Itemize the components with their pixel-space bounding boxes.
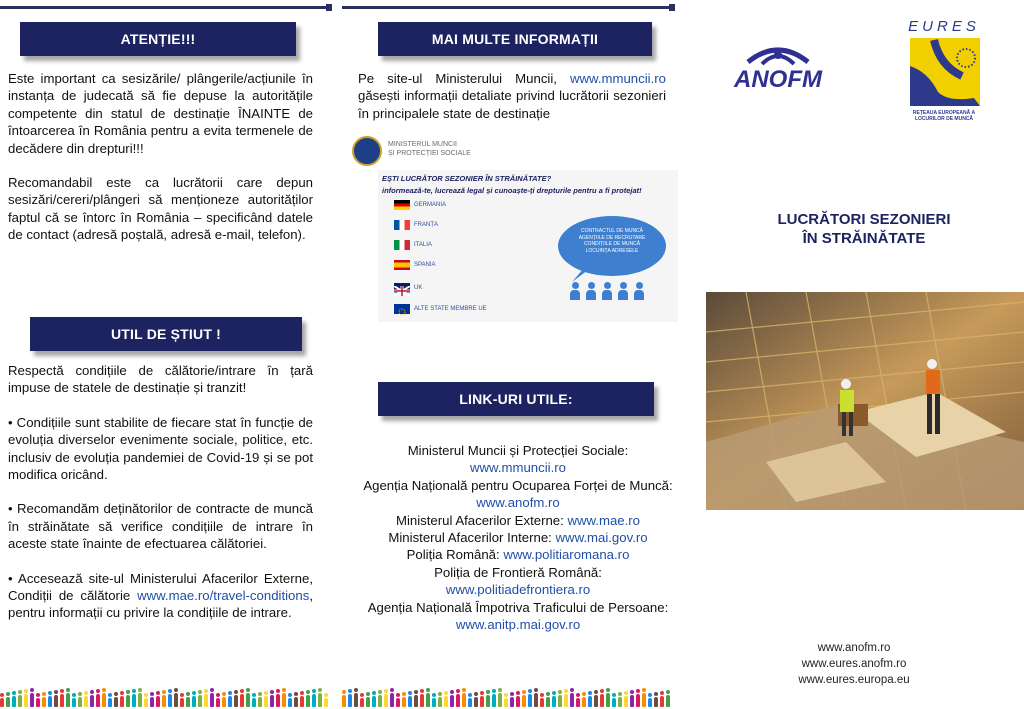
links-heading: LINK-URI UTILE:: [378, 382, 654, 416]
person-figure-icon: [252, 698, 256, 707]
person-figure-icon: [204, 694, 208, 707]
person-figure-icon: [558, 695, 562, 707]
person-figure-icon: [24, 694, 28, 707]
website-list: [774, 640, 934, 688]
person-figure-icon: [630, 695, 634, 707]
website-eures-anofm[interactable]: www.eures.anofm.ro: [801, 658, 907, 670]
person-icon: [586, 282, 596, 300]
person-figure-icon: [486, 695, 490, 707]
util-paragraph-4: • Accesează site-ul Ministerului Afacerilor Externe, Condiții de călătorie www.mae.ro/travel-conditions, pentru informații cu privire la condițiile de intrare.: [8, 570, 313, 621]
person-figure-icon: [462, 693, 466, 707]
country-label: GERMANIA: [414, 202, 447, 208]
link-item: Poliția de Frontieră Română: www.politiadefrontiera.ro: [434, 564, 602, 598]
person-figure-icon: [378, 695, 382, 707]
person-figure-icon: [384, 694, 388, 707]
person-figure-icon: [276, 694, 280, 707]
person-figure-icon: [108, 698, 112, 707]
person-figure-icon: [36, 698, 40, 707]
person-figure-icon: [612, 698, 616, 707]
eures-tagline: REȚEAUA EUROPEANĂ A LOCURILOR DE MUNCĂ: [912, 110, 976, 122]
person-figure-icon: [258, 697, 262, 707]
util-text: [8, 362, 313, 639]
anofm-logo: [718, 38, 838, 98]
person-figure-icon: [0, 698, 4, 707]
person-figure-icon: [534, 693, 538, 707]
person-figure-icon: [432, 698, 436, 707]
person-figure-icon: [288, 698, 292, 707]
country-label: ITALIA: [414, 242, 432, 248]
person-figure-icon: [72, 698, 76, 707]
link-url[interactable]: www.mmuncii.ro: [470, 460, 566, 476]
attention-heading: ATENȚIE!!!: [20, 22, 296, 56]
person-icon: [618, 282, 628, 300]
person-figure-icon: [624, 696, 628, 707]
eures-hand-icon: [904, 36, 984, 108]
person-figure-icon: [162, 695, 166, 707]
person-figure-icon: [198, 695, 202, 707]
person-figure-icon: [576, 698, 580, 707]
link-item: Ministerul Muncii și Protecției Sociale: www.mmuncii.ro: [407, 443, 629, 476]
person-figure-icon: [42, 697, 46, 707]
person-figure-icon: [642, 693, 646, 707]
spain-flag-icon: [394, 260, 410, 270]
ministry-crest-icon: [352, 136, 382, 166]
ministry-name: MINISTERUL MUNCII ȘI PROTECȚIEI SOCIALE: [388, 141, 471, 157]
person-figure-icon: [324, 698, 328, 707]
person-figure-icon: [648, 698, 652, 707]
person-figure-icon: [318, 693, 322, 707]
construction-workers-photo: [706, 292, 1024, 510]
person-figure-icon: [282, 693, 286, 707]
util-heading: UTIL DE ȘTIUT !: [30, 317, 302, 351]
person-figure-icon: [78, 697, 82, 707]
info-heading: MAI MULTE INFORMAȚII: [378, 22, 652, 56]
infographic-slogan: informează-te, lucrează legal și cunoaște-ți drepturile pentru a fi protejat!: [382, 186, 642, 195]
person-figure-icon: [366, 697, 370, 707]
country-label: UK: [414, 285, 423, 291]
person-icon: [602, 282, 612, 300]
person-figure-icon: [138, 693, 142, 707]
person-figure-icon: [654, 697, 658, 707]
info-text: [358, 70, 666, 139]
person-figure-icon: [90, 695, 94, 707]
person-figure-icon: [582, 697, 586, 707]
link-item: Agenția Națională pentru Ocuparea Forței de Muncă: www.anofm.ro: [363, 477, 673, 511]
person-figure-icon: [504, 698, 508, 707]
france-flag-icon: [394, 220, 410, 230]
link-item: Ministerul Afacerilor Interne: www.mai.gov.ro: [388, 530, 648, 546]
person-figure-icon: [168, 694, 172, 707]
person-figure-icon: [492, 694, 496, 707]
country-label: ALTE STATE MEMBRE UE: [414, 306, 487, 312]
person-icon: [634, 282, 644, 300]
person-figure-icon: [12, 696, 16, 707]
link-url[interactable]: www.mae.ro: [567, 512, 641, 528]
person-figure-icon: [480, 696, 484, 707]
infographic-question: EȘTI LUCRĂTOR SEZONIER ÎN STRĂINĂTATE?: [382, 174, 552, 183]
person-figure-icon: [498, 693, 502, 707]
person-figure-icon: [312, 694, 316, 707]
person-figure-icon: [528, 694, 532, 707]
person-figure-icon: [84, 696, 88, 707]
eures-wordmark: EURES: [908, 18, 980, 35]
panel-right: [684, 0, 1024, 709]
link-url[interactable]: www.politiaromana.ro: [503, 547, 630, 563]
italy-flag-icon: [394, 240, 410, 250]
person-figure-icon: [546, 697, 550, 707]
person-figure-icon: [192, 696, 196, 707]
person-figure-icon: [216, 698, 220, 707]
person-figure-icon: [186, 697, 190, 707]
person-figure-icon: [144, 698, 148, 707]
useful-links: [358, 442, 678, 633]
link-url[interactable]: www.mai.gov.ro: [555, 530, 648, 546]
website-anofm[interactable]: www.anofm.ro: [817, 642, 891, 654]
person-figure-icon: [510, 697, 514, 707]
person-figure-icon: [306, 695, 310, 707]
person-figure-icon: [300, 696, 304, 707]
eures-logo: [904, 18, 984, 130]
person-figure-icon: [48, 696, 52, 707]
person-figure-icon: [246, 693, 250, 707]
link-item: Agenția Națională Împotriva Traficului de Persoane: www.anitp.mai.gov.ro: [367, 599, 669, 633]
person-figure-icon: [618, 697, 622, 707]
person-figure-icon: [426, 693, 430, 707]
link-url[interactable]: www.anitp.mai.gov.ro: [455, 617, 581, 633]
person-figure-icon: [540, 698, 544, 707]
person-figure-icon: [390, 693, 394, 707]
link-item: Poliția Română: www.politiaromana.ro: [406, 547, 630, 563]
info-paragraph: Pe site-ul Ministerului Muncii, www.mmuncii.ro găsești informații detaliate privind lucrătorii sezonieri în principalele state de destinație: [358, 71, 666, 121]
germany-flag-icon: [394, 200, 410, 210]
person-figure-icon: [348, 694, 352, 707]
ministry-infographic: [348, 136, 678, 322]
person-figure-icon: [360, 698, 364, 707]
attention-paragraph-2: Recomandabil este ca lucrătorii care depun sesizări/cereri/plângeri să menționeze autorităților faptul că se întorc în România – specificând datele de contact (adresă poștală, adresă e-mail, telefon).: [8, 175, 313, 243]
person-figure-icon: [522, 695, 526, 707]
person-figure-icon: [474, 697, 478, 707]
speech-bubble: CONTRACTUL DE MUNCĂ AGENȚIILE DE RECRUTARE CONDIȚIILE DE MUNCĂ LOCUINȚA ADRESELE: [558, 216, 666, 276]
person-figure-icon: [96, 694, 100, 707]
panel-middle: [342, 0, 677, 709]
person-figure-icon: [516, 696, 520, 707]
person-figure-icon: [156, 696, 160, 707]
person-figure-icon: [444, 696, 448, 707]
person-figure-icon: [240, 694, 244, 707]
person-figure-icon: [228, 696, 232, 707]
person-figure-icon: [150, 697, 154, 707]
person-figure-icon: [606, 693, 610, 707]
person-figure-icon: [6, 697, 10, 707]
person-icon: [570, 282, 580, 300]
person-figure-icon: [180, 698, 184, 707]
person-figure-icon: [54, 695, 58, 707]
people-strip: [342, 687, 676, 707]
person-figure-icon: [570, 693, 574, 707]
person-figure-icon: [438, 697, 442, 707]
attention-text: [8, 70, 313, 261]
person-figure-icon: [660, 696, 664, 707]
person-figure-icon: [456, 694, 460, 707]
attention-paragraph-1: Este important ca sesizările/ plângerile/acțiunile în instanța de judecată să fie depuse la autoritățile competente din statul de destinație ÎNAINTE de întoarcerea în România pentru a evita termenele de decădere din drepturi!!!: [8, 71, 313, 156]
person-figure-icon: [468, 698, 472, 707]
person-figure-icon: [174, 693, 178, 707]
person-figure-icon: [18, 695, 22, 707]
person-figure-icon: [408, 696, 412, 707]
person-figure-icon: [372, 696, 376, 707]
panel-left: [0, 0, 335, 709]
person-figure-icon: [222, 697, 226, 707]
person-figure-icon: [30, 693, 34, 707]
person-figure-icon: [396, 698, 400, 707]
person-figure-icon: [66, 693, 70, 707]
util-paragraph-1: Respectă condițiile de călătorie/intrare în țară impuse de statele de destinație și tranzit!: [8, 363, 313, 396]
person-figure-icon: [588, 696, 592, 707]
link-url[interactable]: www.politiadefrontiera.ro: [445, 582, 591, 598]
uk-flag-icon: [394, 283, 410, 293]
person-figure-icon: [342, 695, 346, 707]
person-figure-icon: [270, 695, 274, 707]
person-figure-icon: [126, 695, 130, 707]
person-figure-icon: [666, 695, 670, 707]
link-item: Ministerul Afacerilor Externe: www.mae.ro: [395, 512, 641, 528]
person-figure-icon: [414, 695, 418, 707]
util-paragraph-3: • Recomandăm deținătorilor de contracte de muncă în străinătate să verifice condițiile de intrare în aceste state înainte de efectuarea călătoriei.: [8, 501, 313, 552]
person-figure-icon: [420, 694, 424, 707]
person-figure-icon: [264, 696, 268, 707]
brochure-title: LUCRĂTORI SEZONIERI ÎN STRĂINĂTATE: [777, 211, 951, 247]
person-figure-icon: [450, 695, 454, 707]
person-figure-icon: [120, 696, 124, 707]
person-figure-icon: [234, 695, 238, 707]
person-figure-icon: [60, 694, 64, 707]
person-figure-icon: [594, 695, 598, 707]
mae-travel-link[interactable]: www.mae.ro/travel-conditions: [137, 588, 310, 604]
person-figure-icon: [294, 697, 298, 707]
person-figure-icon: [354, 693, 358, 707]
country-label: FRANȚA: [414, 222, 438, 228]
link-url[interactable]: www.anofm.ro: [476, 495, 560, 511]
top-rule: [342, 6, 675, 9]
website-eures-europa[interactable]: www.eures.europa.eu: [798, 674, 910, 686]
person-figure-icon: [132, 694, 136, 707]
country-label: SPANIA: [414, 262, 436, 268]
people-strip: [0, 687, 334, 707]
person-figure-icon: [636, 694, 640, 707]
person-figure-icon: [600, 694, 604, 707]
person-figure-icon: [552, 696, 556, 707]
top-rule: [0, 6, 332, 9]
eu-flag-icon: [394, 304, 410, 314]
anofm-wordmark: ANOFM: [734, 66, 822, 93]
person-figure-icon: [114, 697, 118, 707]
util-paragraph-2: • Condițiile sunt stabilite de fiecare stat în funcție de evoluția diverselor evenimente sociale, politice, etc. inclusiv de evoluția pandemiei de Covid-19 și se pot modifica oricând.: [8, 414, 313, 483]
person-figure-icon: [402, 697, 406, 707]
person-figure-icon: [564, 694, 568, 707]
person-figure-icon: [210, 693, 214, 707]
mmuncii-link[interactable]: www.mmuncii.ro: [570, 71, 666, 86]
person-figure-icon: [102, 693, 106, 707]
